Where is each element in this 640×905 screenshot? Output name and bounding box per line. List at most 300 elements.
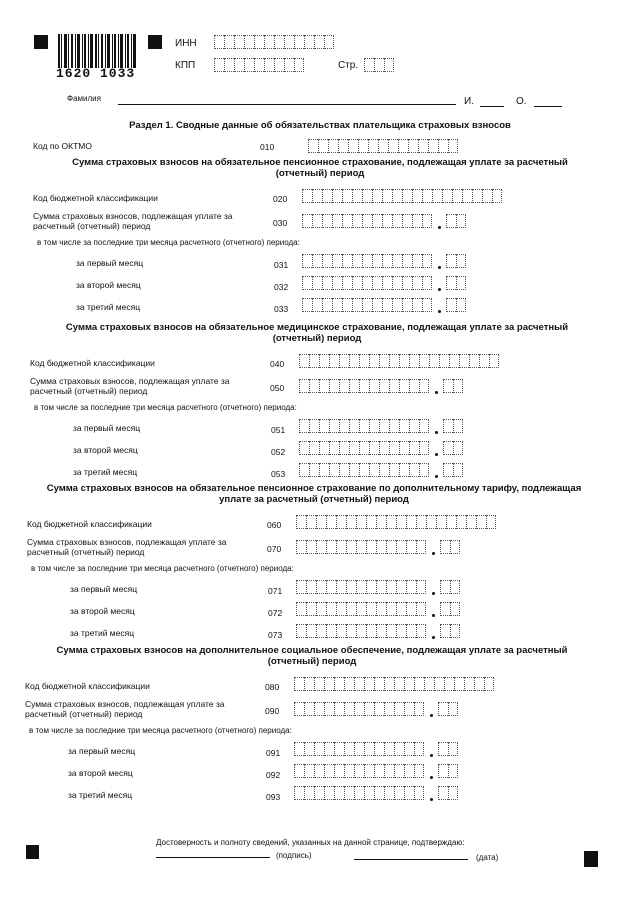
input-cell[interactable] — [244, 58, 254, 72]
input-cell[interactable] — [329, 441, 339, 455]
input-cell[interactable] — [304, 702, 314, 716]
input-cell[interactable] — [378, 139, 388, 153]
input-cell[interactable] — [456, 254, 466, 268]
input-cell[interactable] — [379, 379, 389, 393]
month-kopecks-field[interactable] — [438, 786, 458, 800]
input-cell[interactable] — [344, 786, 354, 800]
input-cell[interactable] — [334, 786, 344, 800]
input-cell[interactable] — [326, 515, 336, 529]
input-cell[interactable] — [376, 515, 386, 529]
input-cell[interactable] — [404, 786, 414, 800]
input-cell[interactable] — [389, 354, 399, 368]
input-cell[interactable] — [412, 214, 422, 228]
input-cell[interactable] — [399, 463, 409, 477]
input-cell[interactable] — [296, 580, 306, 594]
input-cell[interactable] — [334, 677, 344, 691]
input-cell[interactable] — [344, 764, 354, 778]
page-number-field[interactable] — [364, 58, 394, 72]
input-cell[interactable] — [416, 602, 426, 616]
input-cell[interactable] — [392, 298, 402, 312]
sum-kopecks-field[interactable] — [446, 214, 466, 228]
input-cell[interactable] — [476, 515, 486, 529]
input-cell[interactable] — [469, 354, 479, 368]
input-cell[interactable] — [438, 764, 448, 778]
input-cell[interactable] — [374, 677, 384, 691]
input-cell[interactable] — [296, 602, 306, 616]
input-cell[interactable] — [358, 139, 368, 153]
month-rubles-field[interactable] — [296, 580, 426, 594]
input-cell[interactable] — [294, 764, 304, 778]
input-cell[interactable] — [352, 298, 362, 312]
input-cell[interactable] — [446, 515, 456, 529]
input-cell[interactable] — [294, 742, 304, 756]
input-cell[interactable] — [312, 254, 322, 268]
input-cell[interactable] — [309, 379, 319, 393]
input-cell[interactable] — [414, 677, 424, 691]
input-cell[interactable] — [352, 276, 362, 290]
input-cell[interactable] — [224, 35, 234, 49]
input-cell[interactable] — [329, 354, 339, 368]
month-rubles-field[interactable] — [302, 276, 432, 290]
input-cell[interactable] — [448, 742, 458, 756]
input-cell[interactable] — [344, 702, 354, 716]
input-cell[interactable] — [412, 298, 422, 312]
input-cell[interactable] — [284, 58, 294, 72]
input-cell[interactable] — [446, 276, 456, 290]
input-cell[interactable] — [448, 702, 458, 716]
input-cell[interactable] — [319, 379, 329, 393]
input-cell[interactable] — [306, 580, 316, 594]
input-cell[interactable] — [322, 254, 332, 268]
input-cell[interactable] — [214, 58, 224, 72]
input-cell[interactable] — [329, 419, 339, 433]
input-cell[interactable] — [306, 540, 316, 554]
input-cell[interactable] — [382, 298, 392, 312]
input-cell[interactable] — [434, 677, 444, 691]
input-cell[interactable] — [334, 764, 344, 778]
input-cell[interactable] — [304, 742, 314, 756]
input-cell[interactable] — [339, 441, 349, 455]
input-cell[interactable] — [426, 515, 436, 529]
input-cell[interactable] — [372, 214, 382, 228]
input-cell[interactable] — [394, 786, 404, 800]
input-cell[interactable] — [448, 139, 458, 153]
input-cell[interactable] — [389, 441, 399, 455]
input-cell[interactable] — [392, 254, 402, 268]
kbk-field[interactable] — [302, 189, 502, 203]
input-cell[interactable] — [386, 624, 396, 638]
input-cell[interactable] — [449, 354, 459, 368]
input-cell[interactable] — [404, 742, 414, 756]
input-cell[interactable] — [396, 540, 406, 554]
input-cell[interactable] — [362, 254, 372, 268]
input-cell[interactable] — [384, 58, 394, 72]
input-cell[interactable] — [453, 419, 463, 433]
input-cell[interactable] — [334, 702, 344, 716]
oktmo-field[interactable] — [308, 139, 458, 153]
input-cell[interactable] — [408, 139, 418, 153]
input-cell[interactable] — [374, 702, 384, 716]
input-cell[interactable] — [456, 515, 466, 529]
input-cell[interactable] — [336, 602, 346, 616]
input-cell[interactable] — [346, 515, 356, 529]
input-cell[interactable] — [338, 139, 348, 153]
input-cell[interactable] — [409, 354, 419, 368]
input-cell[interactable] — [322, 298, 332, 312]
input-cell[interactable] — [472, 189, 482, 203]
input-cell[interactable] — [264, 35, 274, 49]
signature-line[interactable] — [156, 857, 270, 858]
input-cell[interactable] — [339, 463, 349, 477]
input-cell[interactable] — [424, 677, 434, 691]
input-cell[interactable] — [404, 677, 414, 691]
input-cell[interactable] — [299, 354, 309, 368]
month-kopecks-field[interactable] — [438, 742, 458, 756]
input-cell[interactable] — [299, 463, 309, 477]
input-cell[interactable] — [386, 540, 396, 554]
input-cell[interactable] — [352, 214, 362, 228]
month-kopecks-field[interactable] — [446, 254, 466, 268]
input-cell[interactable] — [244, 35, 254, 49]
month-rubles-field[interactable] — [302, 254, 432, 268]
input-cell[interactable] — [254, 58, 264, 72]
month-kopecks-field[interactable] — [440, 624, 460, 638]
input-cell[interactable] — [443, 463, 453, 477]
month-rubles-field[interactable] — [296, 624, 426, 638]
input-cell[interactable] — [453, 441, 463, 455]
input-cell[interactable] — [422, 298, 432, 312]
input-cell[interactable] — [342, 276, 352, 290]
input-cell[interactable] — [419, 354, 429, 368]
input-cell[interactable] — [384, 764, 394, 778]
input-cell[interactable] — [316, 540, 326, 554]
input-cell[interactable] — [376, 624, 386, 638]
input-cell[interactable] — [332, 189, 342, 203]
input-cell[interactable] — [422, 189, 432, 203]
date-line[interactable] — [354, 859, 468, 860]
input-cell[interactable] — [364, 702, 374, 716]
input-cell[interactable] — [264, 58, 274, 72]
input-cell[interactable] — [224, 58, 234, 72]
input-cell[interactable] — [342, 189, 352, 203]
sum-kopecks-field[interactable] — [443, 379, 463, 393]
input-cell[interactable] — [334, 742, 344, 756]
input-cell[interactable] — [362, 214, 372, 228]
input-cell[interactable] — [389, 419, 399, 433]
input-cell[interactable] — [366, 515, 376, 529]
input-cell[interactable] — [414, 742, 424, 756]
input-cell[interactable] — [386, 580, 396, 594]
input-cell[interactable] — [402, 276, 412, 290]
input-cell[interactable] — [374, 764, 384, 778]
month-rubles-field[interactable] — [294, 764, 424, 778]
input-cell[interactable] — [436, 515, 446, 529]
input-cell[interactable] — [392, 189, 402, 203]
input-cell[interactable] — [440, 580, 450, 594]
input-cell[interactable] — [342, 214, 352, 228]
input-cell[interactable] — [414, 786, 424, 800]
input-cell[interactable] — [324, 677, 334, 691]
input-cell[interactable] — [450, 624, 460, 638]
input-cell[interactable] — [302, 214, 312, 228]
month-rubles-field[interactable] — [294, 742, 424, 756]
input-cell[interactable] — [409, 463, 419, 477]
input-cell[interactable] — [362, 298, 372, 312]
input-cell[interactable] — [349, 379, 359, 393]
input-cell[interactable] — [453, 463, 463, 477]
input-cell[interactable] — [336, 515, 346, 529]
input-cell[interactable] — [359, 419, 369, 433]
input-cell[interactable] — [422, 254, 432, 268]
input-cell[interactable] — [416, 515, 426, 529]
input-cell[interactable] — [386, 602, 396, 616]
input-cell[interactable] — [328, 139, 338, 153]
input-cell[interactable] — [412, 189, 422, 203]
input-cell[interactable] — [396, 602, 406, 616]
input-cell[interactable] — [234, 58, 244, 72]
input-cell[interactable] — [492, 189, 502, 203]
sum-rubles-field[interactable] — [296, 540, 426, 554]
input-cell[interactable] — [349, 354, 359, 368]
input-cell[interactable] — [344, 677, 354, 691]
input-cell[interactable] — [296, 540, 306, 554]
input-cell[interactable] — [354, 786, 364, 800]
input-cell[interactable] — [299, 419, 309, 433]
input-cell[interactable] — [322, 276, 332, 290]
input-cell[interactable] — [312, 214, 322, 228]
input-cell[interactable] — [443, 419, 453, 433]
input-cell[interactable] — [354, 702, 364, 716]
input-cell[interactable] — [376, 602, 386, 616]
input-cell[interactable] — [438, 702, 448, 716]
input-cell[interactable] — [364, 764, 374, 778]
input-cell[interactable] — [409, 419, 419, 433]
input-cell[interactable] — [309, 419, 319, 433]
input-cell[interactable] — [459, 354, 469, 368]
input-cell[interactable] — [304, 677, 314, 691]
input-cell[interactable] — [440, 602, 450, 616]
input-cell[interactable] — [422, 276, 432, 290]
input-cell[interactable] — [442, 189, 452, 203]
input-cell[interactable] — [314, 786, 324, 800]
initial-o-line[interactable] — [534, 106, 562, 107]
input-cell[interactable] — [450, 580, 460, 594]
month-kopecks-field[interactable] — [438, 764, 458, 778]
input-cell[interactable] — [316, 515, 326, 529]
input-cell[interactable] — [349, 463, 359, 477]
input-cell[interactable] — [336, 624, 346, 638]
input-cell[interactable] — [392, 276, 402, 290]
input-cell[interactable] — [394, 764, 404, 778]
kbk-field[interactable] — [299, 354, 499, 368]
input-cell[interactable] — [456, 276, 466, 290]
input-cell[interactable] — [376, 580, 386, 594]
input-cell[interactable] — [306, 515, 316, 529]
input-cell[interactable] — [324, 702, 334, 716]
input-cell[interactable] — [336, 580, 346, 594]
input-cell[interactable] — [348, 139, 358, 153]
surname-line[interactable] — [118, 104, 456, 105]
input-cell[interactable] — [339, 354, 349, 368]
input-cell[interactable] — [326, 602, 336, 616]
input-cell[interactable] — [379, 419, 389, 433]
input-cell[interactable] — [354, 677, 364, 691]
month-rubles-field[interactable] — [302, 298, 432, 312]
input-cell[interactable] — [369, 441, 379, 455]
input-cell[interactable] — [316, 624, 326, 638]
input-cell[interactable] — [296, 515, 306, 529]
kbk-field[interactable] — [294, 677, 494, 691]
input-cell[interactable] — [440, 624, 450, 638]
input-cell[interactable] — [388, 139, 398, 153]
month-kopecks-field[interactable] — [440, 602, 460, 616]
input-cell[interactable] — [474, 677, 484, 691]
input-cell[interactable] — [346, 624, 356, 638]
input-cell[interactable] — [462, 189, 472, 203]
input-cell[interactable] — [453, 379, 463, 393]
input-cell[interactable] — [464, 677, 474, 691]
input-cell[interactable] — [364, 786, 374, 800]
input-cell[interactable] — [332, 298, 342, 312]
input-cell[interactable] — [406, 540, 416, 554]
input-cell[interactable] — [379, 463, 389, 477]
input-cell[interactable] — [368, 139, 378, 153]
input-cell[interactable] — [336, 540, 346, 554]
input-cell[interactable] — [314, 677, 324, 691]
input-cell[interactable] — [356, 602, 366, 616]
input-cell[interactable] — [409, 441, 419, 455]
input-cell[interactable] — [356, 580, 366, 594]
input-cell[interactable] — [342, 254, 352, 268]
month-kopecks-field[interactable] — [446, 276, 466, 290]
sum-kopecks-field[interactable] — [438, 702, 458, 716]
input-cell[interactable] — [389, 463, 399, 477]
month-kopecks-field[interactable] — [446, 298, 466, 312]
input-cell[interactable] — [356, 515, 366, 529]
input-cell[interactable] — [319, 441, 329, 455]
input-cell[interactable] — [304, 764, 314, 778]
input-cell[interactable] — [324, 35, 334, 49]
input-cell[interactable] — [392, 214, 402, 228]
input-cell[interactable] — [302, 189, 312, 203]
input-cell[interactable] — [316, 602, 326, 616]
input-cell[interactable] — [428, 139, 438, 153]
input-cell[interactable] — [402, 298, 412, 312]
input-cell[interactable] — [479, 354, 489, 368]
input-cell[interactable] — [294, 58, 304, 72]
input-cell[interactable] — [382, 276, 392, 290]
month-rubles-field[interactable] — [296, 602, 426, 616]
input-cell[interactable] — [396, 624, 406, 638]
input-cell[interactable] — [398, 139, 408, 153]
input-cell[interactable] — [326, 624, 336, 638]
input-cell[interactable] — [312, 298, 322, 312]
input-cell[interactable] — [329, 379, 339, 393]
input-cell[interactable] — [359, 441, 369, 455]
input-cell[interactable] — [456, 298, 466, 312]
input-cell[interactable] — [382, 254, 392, 268]
input-cell[interactable] — [346, 602, 356, 616]
input-cell[interactable] — [450, 540, 460, 554]
input-cell[interactable] — [346, 540, 356, 554]
sum-rubles-field[interactable] — [302, 214, 432, 228]
month-kopecks-field[interactable] — [440, 580, 460, 594]
input-cell[interactable] — [389, 379, 399, 393]
input-cell[interactable] — [274, 35, 284, 49]
input-cell[interactable] — [312, 276, 322, 290]
input-cell[interactable] — [419, 379, 429, 393]
input-cell[interactable] — [438, 786, 448, 800]
input-cell[interactable] — [352, 189, 362, 203]
input-cell[interactable] — [384, 677, 394, 691]
input-cell[interactable] — [302, 254, 312, 268]
input-cell[interactable] — [359, 463, 369, 477]
input-cell[interactable] — [294, 35, 304, 49]
input-cell[interactable] — [329, 463, 339, 477]
input-cell[interactable] — [404, 702, 414, 716]
input-cell[interactable] — [359, 354, 369, 368]
sum-kopecks-field[interactable] — [440, 540, 460, 554]
input-cell[interactable] — [402, 214, 412, 228]
input-cell[interactable] — [418, 139, 428, 153]
input-cell[interactable] — [349, 419, 359, 433]
input-cell[interactable] — [386, 515, 396, 529]
input-cell[interactable] — [326, 540, 336, 554]
input-cell[interactable] — [362, 276, 372, 290]
input-cell[interactable] — [234, 35, 244, 49]
month-rubles-field[interactable] — [299, 463, 429, 477]
input-cell[interactable] — [374, 786, 384, 800]
input-cell[interactable] — [309, 354, 319, 368]
input-cell[interactable] — [274, 58, 284, 72]
input-cell[interactable] — [412, 276, 422, 290]
input-cell[interactable] — [359, 379, 369, 393]
input-cell[interactable] — [416, 624, 426, 638]
input-cell[interactable] — [374, 742, 384, 756]
input-cell[interactable] — [352, 254, 362, 268]
input-cell[interactable] — [304, 786, 314, 800]
input-cell[interactable] — [344, 742, 354, 756]
input-cell[interactable] — [394, 742, 404, 756]
input-cell[interactable] — [384, 786, 394, 800]
input-cell[interactable] — [364, 677, 374, 691]
input-cell[interactable] — [254, 35, 264, 49]
input-cell[interactable] — [332, 214, 342, 228]
input-cell[interactable] — [332, 276, 342, 290]
input-cell[interactable] — [484, 677, 494, 691]
input-cell[interactable] — [394, 677, 404, 691]
input-cell[interactable] — [372, 276, 382, 290]
input-cell[interactable] — [354, 764, 364, 778]
input-cell[interactable] — [379, 354, 389, 368]
input-cell[interactable] — [372, 189, 382, 203]
kbk-field[interactable] — [296, 515, 496, 529]
input-cell[interactable] — [443, 379, 453, 393]
input-cell[interactable] — [366, 602, 376, 616]
input-cell[interactable] — [489, 354, 499, 368]
input-cell[interactable] — [294, 702, 304, 716]
input-cell[interactable] — [319, 354, 329, 368]
input-cell[interactable] — [312, 189, 322, 203]
input-cell[interactable] — [446, 298, 456, 312]
input-cell[interactable] — [444, 677, 454, 691]
input-cell[interactable] — [304, 35, 314, 49]
kpp-field[interactable] — [214, 58, 304, 72]
input-cell[interactable] — [438, 139, 448, 153]
inn-field[interactable] — [214, 35, 334, 49]
input-cell[interactable] — [382, 189, 392, 203]
input-cell[interactable] — [302, 298, 312, 312]
